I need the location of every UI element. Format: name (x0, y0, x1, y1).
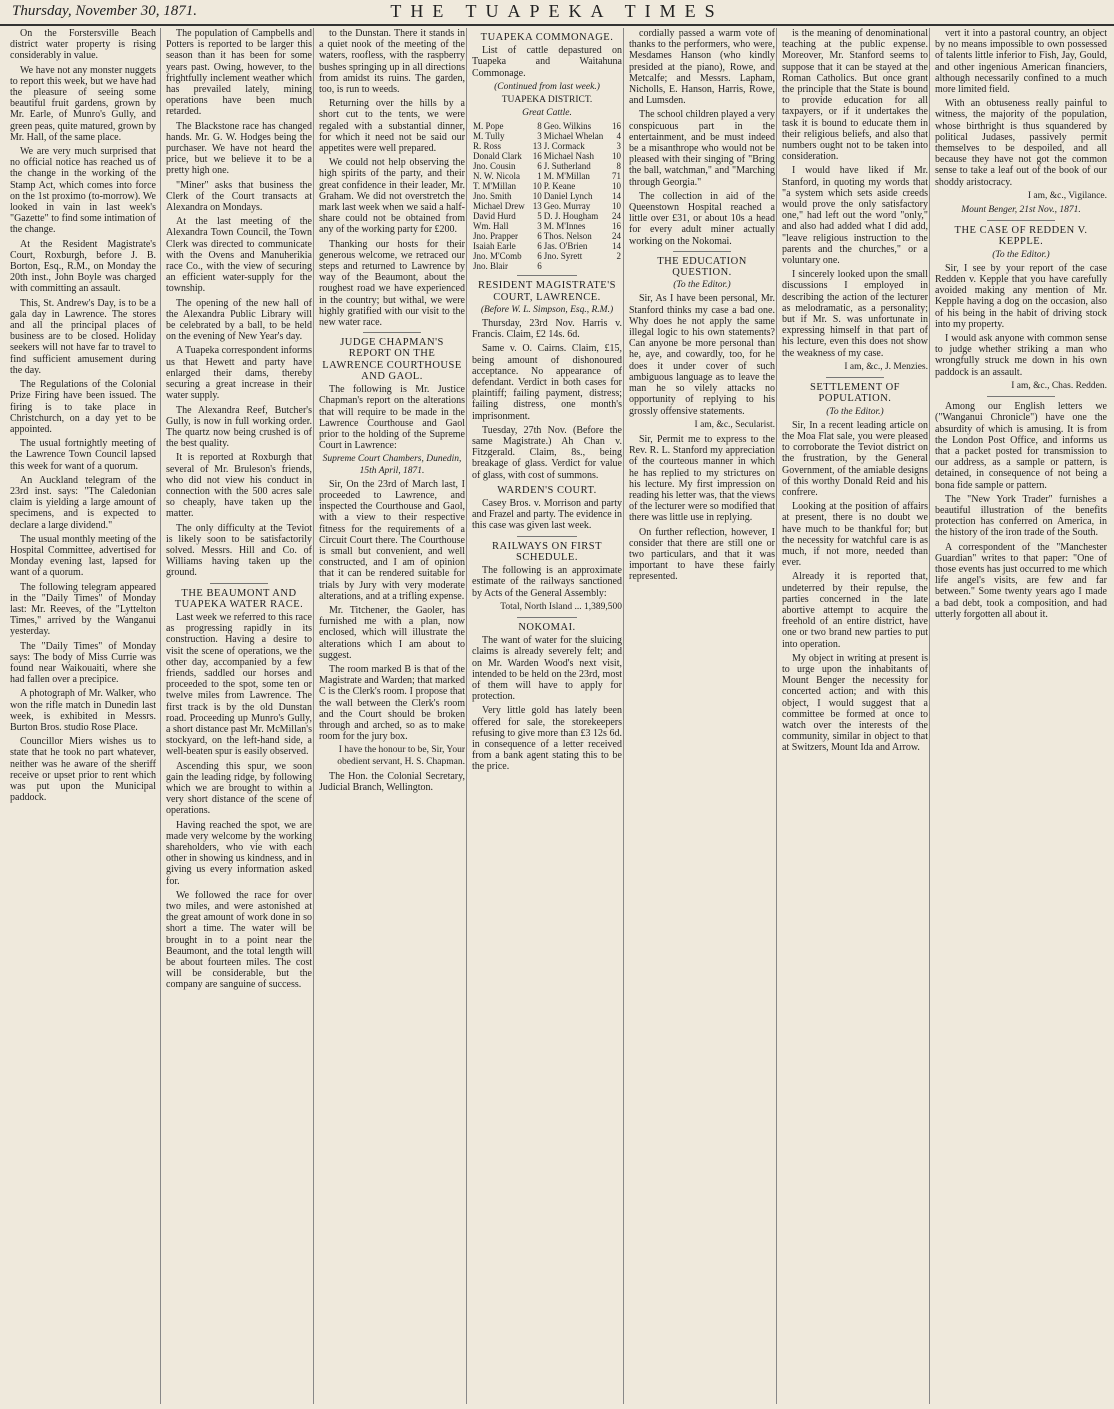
table-cell: N. W. Nicola (473, 171, 520, 182)
paragraph: Thursday, 23rd Nov. Harris v. Francis. Claim, £2 14s. 6d. (472, 318, 622, 341)
table-cell: M. Pope (473, 121, 504, 132)
table-cell: Michael Drew (473, 201, 525, 212)
paragraph: On further reflection, however, I consider that there are still one or two particulars, and that it was important to have these fairly represented. (629, 526, 775, 583)
table-cell: Jno. Cousin (473, 161, 516, 172)
table-cell: 5 (537, 211, 542, 222)
paragraph: The following is an approximate estimate of the railways sanctioned by Acts of the General Assembly: (472, 565, 622, 599)
paragraph: At the Resident Magistrate's Court, Roxburgh, before J. B. Borton, Esq., R.M., on Monday the 20th inst., John Boyle was charged with committing an assault. (10, 238, 156, 295)
divider (826, 377, 884, 378)
column-5 (623, 28, 779, 1404)
table-cell: Jno. Smith (473, 191, 512, 202)
table-cell: Thos. Nelson (543, 231, 592, 242)
paragraph: The room marked B is that of the Magistrate and Warden; that marked C is the Clerk's room. I propose that the wall between the Clerk's room and the Court should be broken through and arched, so as to make room for the jury box. (319, 663, 465, 743)
table-row (472, 261, 622, 271)
table-row (472, 151, 622, 161)
table-cell: Donald Clark (473, 151, 522, 162)
dateline: Supreme Court Chambers, Dunedin, 15th April, 1871. (322, 454, 462, 476)
paragraph: The Hon. the Colonial Secretary, Judicial Branch, Wellington. (319, 770, 465, 793)
paragraph: The population of Campbells and Potters is reported to be larger this season than it has been for some years past. Owing, however, to the frightfully inclement weather which has prevailed lately, mining operations have been much retarded. (166, 28, 312, 118)
signature: I am, &c., Vigilance. (1027, 190, 1107, 201)
table-row (472, 241, 622, 251)
divider (210, 583, 268, 584)
paragraph: The "New York Trader" furnishes a beautiful illustration of the benefits protection has conferred on America, in the history of the iron trade of the South. (935, 493, 1107, 539)
paragraph: I sincerely looked upon the small discussions I employed in describing the action of the lecturer as melodramatic, as a personality; but if Mr. S. was unfortunate in expressing himself in that part of his lecture, even this does not show the weakness of my case. (782, 269, 928, 359)
table-cell: J. Cormack (543, 141, 585, 152)
cattle-table (472, 121, 622, 271)
table-cell: 6 (537, 231, 542, 242)
paragraph: With an obtuseness really painful to witness, the majority of the population, whose birthright is thus squandered by political Judases, passively permit themselves to be despoiled, and all because they have not got the common sense to take a leaf out of the book of our shoddy aristocracy. (935, 98, 1107, 188)
table-cell: Michael Nash (543, 151, 594, 162)
table-cell: Daniel Lynch (543, 191, 593, 202)
divider (517, 536, 577, 537)
table-cell: Jas. O'Brien (543, 241, 588, 252)
divider (517, 617, 577, 618)
paragraph: Sir, Permit me to express to the Rev. R. L. Stanford my appreciation of the courteous manner in which he has replied to my strictures on his lecture. My first impression on reading his letter was, that the views of the lecturer were so modified that there was little use in replying. (629, 433, 775, 524)
table-cell: 13 (532, 201, 542, 212)
article-heading: THE BEAUMONT AND TUAPEKA WATER RACE. (174, 587, 304, 610)
paragraph: Sir, On the 23rd of March last, I proceeded to Lawrence, and inspected the Courthouse and Gaol, with a view to their respective fitness for the requirements of a Circuit Court there. The Courthouse is small but convenient, and well constructed, and I am of opinion that it can be rendered suitable for trials by Jury with very moderate alterations, and at a trifling expense. (319, 478, 465, 602)
table-cell: 16 (612, 221, 621, 232)
signature: I am, &c., Chas. Redden. (1011, 380, 1107, 391)
divider (987, 220, 1056, 221)
table-cell: 24 (612, 211, 621, 222)
column-7 (929, 28, 1109, 1404)
table-cell: 2 (616, 251, 621, 262)
paragraph: At the last meeting of the Alexandra Town Council, the Town Clerk was directed to communicate with the Ovens and Manuherikia race Co., with the view of securing an efficient water-supply for the township. (166, 216, 312, 295)
paragraph: The "Daily Times" of Monday says: The body of Miss Currie was found near Waikouaiti, where she had fallen over a precipice. (10, 640, 156, 686)
table-cell: 1 (537, 171, 542, 182)
subtitle: (To the Editor.) (826, 406, 884, 417)
paragraph: Tuesday, 27th Nov. (Before the same Magistrate.) Ah Chan v. Fitzgerald. Claim, 8s., being breakage of glass. Verdict for value of glass, with cost of summons. (472, 424, 622, 481)
paragraph: The opening of the new hall of the Alexandra Public Library will be celebrated by a ball, to be held on the evening of New Year's day. (166, 297, 312, 343)
table-row (472, 201, 622, 211)
table-cell: 6 (537, 251, 542, 262)
article-heading: SETTLEMENT OF POPULATION. (809, 382, 900, 405)
columns-container (8, 28, 1108, 1404)
paragraph: I would ask anyone with common sense to judge whether striking a man who wrongfully struck me down in his own paddock is an assault. (935, 333, 1107, 378)
paragraph: The usual fortnightly meeting of the Lawrence Town Council lapsed this week for want of a quorum. (10, 438, 156, 472)
paragraph: List of cattle depastured on Tuapeka and Waitahuna Commonage. (472, 45, 622, 79)
paragraph: Councillor Miers wishes us to state that he took no part whatever, neither was he aware of the sheriff receive or upset prior to rent which was put upon the Municipal paddock. (10, 736, 156, 804)
article-heading: NOKOMAI. (518, 621, 576, 633)
subtitle: (To the Editor.) (992, 249, 1050, 260)
table-cell: 10 (532, 191, 542, 202)
paragraph: Having reached the spot, we are made very welcome by the working shareholders, who vie with each other in showing us kindness, and in giving us every information asked for. (166, 819, 312, 887)
paragraph: is the meaning of denominational teaching at the public expense. Moreover, Mr. Stanford seems to suppose that it can be stayed at the Roman Catholics. But once grant the principle that the State is bound to provide education for all taxpayers, or if it undertakes the task it is bound to educate them in their religious beliefs, and also that numbers ought not to be taken into consideration. (782, 28, 928, 163)
paragraph: Among our English letters we ("Wanganui Chronicle") have one the absurdity of which is amusing. It is from the London Post Office, and informs us that a packet posted for transmission to our address, as a sample or pattern, is detained, in consequence of not being a bona fide sample or pattern. (935, 401, 1107, 491)
table-cell: 3 (616, 141, 621, 152)
paragraph: Casey Bros. v. Morrison and party and Frazel and party. The evidence in this case was given last week. (472, 498, 622, 532)
divider (517, 275, 577, 276)
table-cell: Jno. Syrett (543, 251, 583, 262)
subtitle: (To the Editor.) (673, 280, 731, 291)
table-cell: Geo. Murray (543, 201, 591, 212)
paragraph: Last week we referred to this race as progressing rapidly in its construction. Having a desire to visit the scene of operations, we the other day, accompanied by a few friends, saddled our horses and proceeded to the spot, some ten or twelve miles from Lawrence. The first track is by the old Dunstan road. Proceeding up Munro's Gully, a short distance past Mr. McMillan's stockyard, on the left-hand side, a well-beaten spur is easily observed. (166, 611, 312, 758)
paragraph: Thanking our hosts for their generous welcome, we retraced our steps and returned to Lawrence by way of the Beaumont, about the roughest road we have experienced in the country; but withal, we were highly gratified with our visit to the new water race. (319, 238, 465, 329)
table-cell: 8 (537, 121, 542, 132)
table-cell: J. Sutherland (543, 161, 591, 172)
paragraph: It is reported at Roxburgh that several of Mr. Bruleson's friends, who did not view his conduct in connection with the 500 acres sale so cheaply, have taken up the matter. (166, 452, 312, 520)
table-cell: Geo. Wilkins (543, 121, 592, 132)
railway-total: Total, North Island ... 1,389,500 (500, 601, 622, 612)
column-1 (8, 28, 160, 1404)
table-row (472, 251, 622, 261)
paragraph: Looking at the position of affairs at present, there is no doubt we have much to be thankful for; but the necessity for watchful care is as much, if not more, needed than ever. (782, 501, 928, 569)
article-heading: RAILWAYS ON FIRST SCHEDULE. (491, 540, 602, 563)
paragraph: A photograph of Mr. Walker, who won the rifle match in Dunedin last week, is exhibited in Messrs. Burton Bros. studio Rose Place. (10, 688, 156, 733)
column-3 (313, 28, 469, 1404)
table-cell: 10 (612, 181, 621, 192)
subtitle: (Continued from last week.) (494, 81, 600, 92)
issue-date: Thursday, November 30, 1871. (12, 3, 197, 19)
table-cell: 14 (612, 241, 621, 252)
article-heading: WARDEN'S COURT. (497, 484, 597, 496)
table-cell: 6 (537, 161, 542, 172)
table-cell: 16 (532, 151, 542, 162)
paragraph: Already it is reported that, undeterred by their repulse, the parties concerned in the late abortive attempt to acquire the freehold of an entire district, have one or two brand new parties to put into operation. (782, 571, 928, 650)
table-cell (543, 261, 610, 271)
divider (987, 396, 1056, 397)
paragraph: Sir, In a recent leading article on the Moa Flat sale, you were pleased to corroborate the Teviot district on the frustration, by the General Government, of the amiable designs of this worthy Donald Reid and his confrere. (782, 419, 928, 498)
paragraph: On the Forstersville Beach district water property is rising considerably in value. (10, 28, 156, 62)
paragraph: Ascending this spur, we soon gain the leading ridge, by following which we are brought to within a very short distance of the scene of operations. (166, 760, 312, 817)
article-heading: RESIDENT MAGISTRATE'S COURT, LAWRENCE. (478, 280, 616, 303)
table-cell: M. M'Millan (543, 171, 590, 182)
table-cell: 3 (537, 131, 542, 142)
table-cell: M. Tully (473, 131, 505, 142)
paragraph: The Alexandra Reef, Butcher's Gully, is now in full working order. The quartz now being crushed is of the best quality. (166, 404, 312, 450)
table-row (472, 221, 622, 231)
paragraph: We could not help observing the high spirits of the party, and their great confidence in their leader, Mr. Graham. We did not overstretch the mark last week when we said a half-share could not be obtained from any of the working party for £200. (319, 157, 465, 236)
table-cell: P. Keane (543, 181, 576, 192)
table-cell: Jno. Blair (473, 261, 508, 272)
divider (363, 332, 421, 333)
table-row (472, 211, 622, 221)
table-cell: 8 (616, 161, 621, 172)
table-cell: M. M'Innes (543, 221, 586, 232)
paragraph: cordially passed a warm vote of thanks to the performers, who were, Mesdames Hanson (who kindly presided at the piano), Rowe, and Metcalfe; and Messrs. Lapham, Nicholls, E. Hanson, Harris, Rowe, and Lumsden. (629, 28, 775, 107)
article-heading: THE EDUCATION QUESTION. (657, 255, 747, 279)
paragraph: The collection in aid of the Queenstown Hospital reached a little over £31, or about 10s a head for every adult miner actually working on the Nokomai. (629, 190, 775, 247)
paragraph: The Regulations of the Colonial Prize Firing have been issued. The firing is to take place in Christchurch, on a day yet to be appointed. (10, 379, 156, 435)
paragraph: The usual monthly meeting of the Hospital Committee, advertised for Monday evening last, lapsed for want of a quorum. (10, 533, 156, 579)
paragraph: The following telegram appeared in the "Daily Times" of Monday last: Mr. Reeves, of the "Lyttelton Times," arrived by the Wanganui yesterday. (10, 581, 156, 638)
table-cell: 10 (612, 151, 621, 162)
paragraph: Very little gold has lately been offered for sale, the storekeepers refusing to give more than £3 12s 6d. in consequence of a letter received from a bank agent stating this to be the price. (472, 705, 622, 773)
paragraph: The following is Mr. Justice Chapman's report on the alterations that will require to be made in the Lawrence Courthouse and Gaol prior to the holding of the Supreme Court in Lawrence: (319, 384, 465, 452)
table-row (472, 131, 622, 141)
table-row (472, 191, 622, 201)
paragraph: Same v. O. Cairns. Claim, £15, being amount of dishonoured acceptance. No appearance of defendant. Verdict in both cases for plaintiff; failing payment, distress; failing distress, one month's imprisonment. (472, 343, 622, 422)
signature: I am, &c., Secularist. (694, 419, 775, 430)
page-header (0, 0, 1114, 26)
divider (673, 251, 731, 252)
table-cell: Isaiah Earle (473, 241, 516, 252)
table-cell: D. J. Hougham (543, 211, 599, 222)
table-row (472, 181, 622, 191)
article-heading: THE CASE OF REDDEN V. KEPPLE. (954, 225, 1088, 248)
column-2 (160, 28, 316, 1404)
table-cell: Jno. Prapper (473, 231, 518, 242)
table-cell: 4 (616, 131, 621, 142)
table-row (472, 231, 622, 241)
table-cell (610, 261, 622, 271)
table-cell: Michael Whelan (543, 131, 604, 142)
paragraph: An Auckland telegram of the 23rd inst. says: "The Caledonian claim is yielding a large amount of specimens, and is expected to declare a large dividend." (10, 474, 156, 531)
paragraph: Sir, As I have been personal, Mr. Stanford thinks my case a bad one. Why does he not apply the same illegal logic to his own statements? Can anyone be more personal than he, aye, and cowardly, too, for he does it under cover of such ambiguous language as to leave the man he so vilely attacks no opportunity of replying to his grossly offensive statements. (629, 293, 775, 417)
table-cell: 24 (612, 231, 621, 242)
table-cell: 10 (612, 201, 621, 212)
column-4 (466, 28, 626, 1404)
table-cell: 14 (612, 191, 621, 202)
paragraph: The Blackstone race has changed hands. Mr. G. W. Hodges being the purchaser. We have not heard the price, but we believe it to be a pretty high one. (166, 120, 312, 177)
table-row (472, 161, 622, 171)
paragraph: vert it into a pastoral country, an object by no means impossible to own possessed of talents little inferior to Fish, Jay, Gould, and other ingenious American financiers, although necessarily confined to a much more limited field. (935, 28, 1107, 96)
table-cell: 13 (532, 141, 542, 152)
paragraph: A correspondent of the "Manchester Guardian" writes to that paper: "One of those events has just occurred to me which life angel's visits, are few and far between." Some twenty years ago I made a bad debt, took a composition, and had utterly forgotten all about it. (935, 541, 1107, 620)
paragraph: We followed the race for over two miles, and were astonished at the great amount of work done in so short a time. The water will be brought in to a point near the Beaumont, and the total length will be about fourteen miles. The cost will be considerable, but the company are sanguine of success. (166, 889, 312, 991)
paragraph: This, St. Andrew's Day, is to be a gala day in Lawrence. The stores and all the principal places of business are to be closed. Holiday seekers will not have far to travel to find sufficient amusement during the day. (10, 297, 156, 376)
table-cell: 10 (532, 181, 542, 192)
paragraph: We are very much surprised that no official notice has reached us of the change in the working of the Stamp Act, which comes into force on the 1st proximo (to-morrow). We looked in vain in last week's "Gazette" to find some intimation of the change. (10, 146, 156, 236)
paragraph: to the Dunstan. There it stands in a quiet nook of the meeting of the waters, roofless, with the raspberry bushes springing up in all directions from amidst its ruins. The garden, too, is run to weeds. (319, 28, 465, 96)
table-cell: R. Ross (473, 141, 502, 152)
table-cell: David Hurd (473, 211, 516, 222)
paragraph: My object in writing at present is to urge upon the inhabitants of Mount Benger the necessity for concerted action; and with this object, I would suggest that a committee be formed at once to watch over the interests of the community, similar in object to that at Switzers, Mount Ida and Arrow. (782, 652, 928, 754)
paragraph: "Miner" asks that business the Clerk of the Court transacts at Alexandra on Mondays. (166, 179, 312, 214)
paragraph: A Tuapeka correspondent informs us that Hewett and party have enlarged their dams, thereby securing a great increase in their water supply. (166, 345, 312, 402)
table-row (472, 141, 622, 151)
article-heading: TUAPEKA COMMONAGE. (480, 32, 614, 43)
article-heading: JUDGE CHAPMAN'S REPORT ON THE LAWRENCE COURTHOUSE AND GAOL. (322, 337, 462, 382)
paragraph: Returning over the hills by a short cut to the tents, we were regaled with a substantial dinner, for which it need not be said our appetites were well prepared. (319, 98, 465, 155)
table-cell: Jno. M'Comb (473, 251, 522, 262)
signature: I have the honour to be, Sir, Your obedient servant, H. S. Chapman. (337, 745, 465, 767)
table-cell: 16 (612, 121, 621, 132)
paragraph: The want of water for the sluicing claims is already severely felt; and on Mr. Warden Wood's next visit, intended to be held on the 23rd, most of them will have to apply for protection. (472, 635, 622, 703)
district-heading: TUAPEKA DISTRICT. (501, 95, 593, 106)
paragraph: The school children played a very conspicuous part in the entertainment, and be must indeed be a misanthrope who would not be pleased with their singing of "Bring the ball, watchman," and "Marching through Georgia." (629, 109, 775, 188)
table-cell: Wm. Hall (473, 221, 509, 232)
table-row (472, 171, 622, 181)
paragraph: I would have liked if Mr. Stanford, in quoting my words that "a system which sets aside creeds would prove the only satisfactory one," had left out the word "only," and also had added what I did add, "leave religious instruction to the parents and the churches," or a voluntary one. (782, 165, 928, 267)
table-cell: 71 (612, 171, 621, 182)
table-cell: 6 (537, 261, 542, 272)
dateline: Mount Benger, 21st Nov., 1871. (961, 205, 1081, 216)
paragraph: We have not any monster nuggets to report this week, but we have had the pleasure of seeing some beautiful fruit gardens, grown by Mr. Earle, of Munro's Gully, and green peas, quite matured, grown by Mr. Hall, of the same place. (10, 64, 156, 143)
table-cell: 3 (537, 221, 542, 232)
cattle-heading: Great Cattle. (522, 108, 572, 119)
table-row (472, 121, 622, 131)
paragraph: Mr. Titchener, the Gaoler, has furnished me with a plan, now enclosed, which will illustrate the alterations which I am about to suggest. (319, 604, 465, 661)
table-cell: T. M'Millan (473, 181, 516, 192)
table-cell: 6 (537, 241, 542, 252)
paragraph: Sir, I see by your report of the case Redden v. Kepple that you have carefully avoided making any mention of Mr. Kepple having a dog on the occasion, also of his being in the habit of driving stock into my property. (935, 262, 1107, 330)
court-sub: (Before W. L. Simpson, Esq., R.M.) (480, 304, 614, 315)
paragraph: The only difficulty at the Teviot is likely soon to be satisfactorily solved. Messrs. Hill and Co. of Williams having taken up the ground. (166, 522, 312, 579)
paper-title: THE TUAPEKA TIMES (390, 1, 724, 21)
signature: I am, &c., J. Menzies. (844, 361, 928, 372)
column-6 (776, 28, 932, 1404)
